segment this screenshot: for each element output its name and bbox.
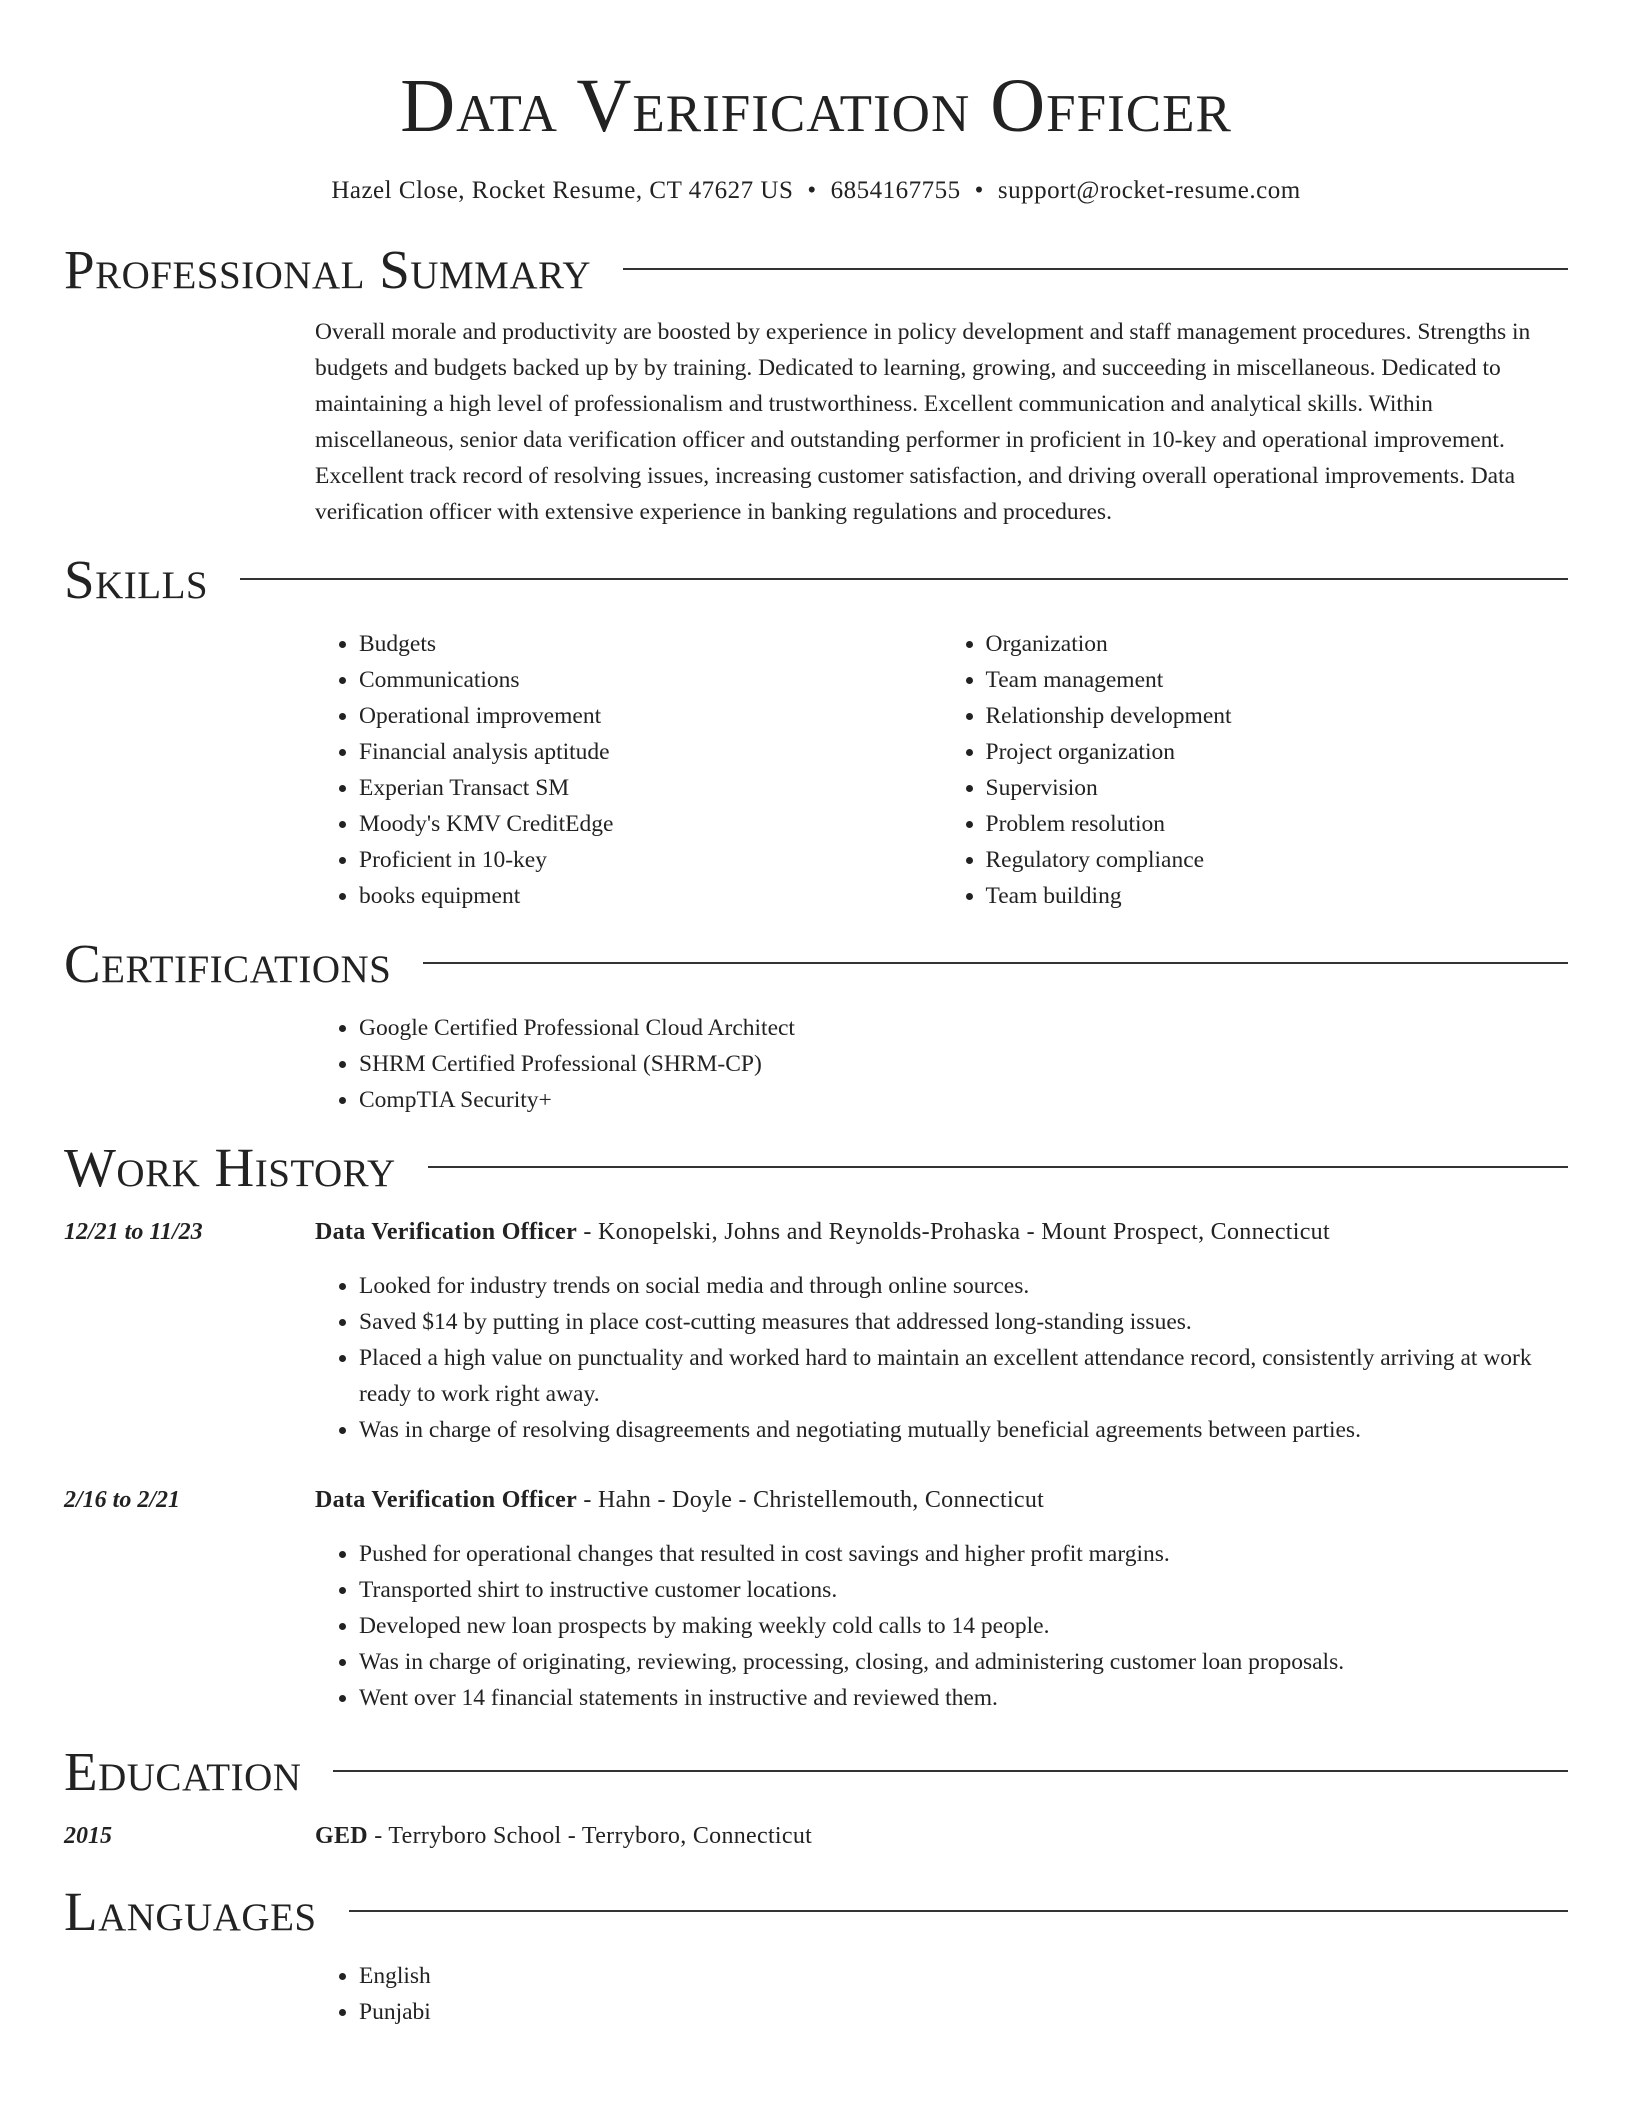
skill-item: • Communications — [359, 662, 942, 698]
certifications-section-title: Certifications — [64, 933, 392, 994]
job-title-line — [315, 1482, 1044, 1518]
skill-item: • Problem resolution — [986, 806, 1569, 842]
job-bullets — [315, 1268, 1568, 1448]
job-bullet: • Went over 14 financial statements in instructive and reviewed them. — [359, 1680, 1568, 1716]
skill-item: • Financial analysis aptitude — [359, 734, 942, 770]
job-company: - Hahn - Doyle - Christellemouth, Connecticut — [577, 1487, 1045, 1513]
resume-page — [64, 0, 1568, 2030]
job-role: Data Verification Officer — [315, 1487, 578, 1513]
skills-column-left — [315, 626, 942, 914]
work-section-header — [64, 1138, 1568, 1198]
job-dates: 12/21 to 11/23 — [64, 1219, 203, 1245]
skill-item: • Organization — [986, 626, 1569, 662]
job-bullet: • Was in charge of resolving disagreements and negotiating mutually beneficial agreements between parties. — [359, 1412, 1568, 1448]
job-bullets — [315, 1536, 1568, 1716]
languages-section-header — [64, 1882, 1568, 1942]
education-section-header — [64, 1742, 1568, 1802]
skill-item: • Operational improvement — [359, 698, 942, 734]
contact-separator: • — [974, 177, 984, 204]
job-bullet: • Pushed for operational changes that resulted in cost savings and higher profit margins. — [359, 1536, 1568, 1572]
skills-section-header — [64, 550, 1568, 610]
certification-item: • Google Certified Professional Cloud Architect — [359, 1010, 1568, 1046]
skill-item: • Regulatory compliance — [986, 842, 1569, 878]
language-item: • Punjabi — [359, 1994, 1568, 2030]
section-divider — [333, 1770, 1568, 1772]
summary-body — [315, 314, 1568, 530]
language-item: • English — [359, 1958, 1568, 1994]
skills-section-title: Skills — [64, 549, 209, 610]
certification-item: • CompTIA Security+ — [359, 1082, 1568, 1118]
job-bullet: • Placed a high value on punctuality and worked hard to maintain an excellent attendance record, consistently arriving at work ready to work right away. — [359, 1340, 1568, 1412]
job-bullet: • Saved $14 by putting in place cost-cutting measures that addressed long-standing issues. — [359, 1304, 1568, 1340]
section-divider — [423, 962, 1568, 964]
summary-text: Overall morale and productivity are boosted by experience in policy development and staff management procedures. Strengths in budgets and budgets backed up by by training. Dedicated to learning, growing, and succeeding in miscellaneous. Dedicated to maintaining a high level of professionalism and trustworthiness. Excellent communication and analytical skills. Within miscellaneous, senior data verification officer and outstanding performer in proficient in 10-key and operational improvement. Excellent track record of resolving issues, increasing customer satisfaction, and driving overall operational improvements. Data verification officer with extensive experience in banking regulations and procedures. — [315, 319, 1531, 525]
job-header — [64, 1482, 1568, 1518]
job-bullet: • Looked for industry trends on social media and through online sources. — [359, 1268, 1568, 1304]
education-line — [315, 1818, 812, 1854]
skill-item: • Relationship development — [986, 698, 1569, 734]
section-divider — [623, 268, 1568, 270]
job-header — [64, 1214, 1568, 1250]
contact-phone: 6854167755 — [830, 177, 961, 204]
resume-title: Data Verification Officer — [400, 64, 1232, 148]
contact-address: Hazel Close, Rocket Resume, CT 47627 US — [331, 177, 794, 204]
education-school: - Terryboro School - Terryboro, Connecticut — [367, 1823, 813, 1849]
job-dates: 2/16 to 2/21 — [64, 1487, 181, 1513]
skill-item: • Project organization — [986, 734, 1569, 770]
section-divider — [240, 578, 1568, 580]
skill-item: • books equipment — [359, 878, 942, 914]
certification-item: • SHRM Certified Professional (SHRM-CP) — [359, 1046, 1568, 1082]
skill-item: • Proficient in 10-key — [359, 842, 942, 878]
education-year: 2015 — [64, 1823, 112, 1849]
contact-separator: • — [807, 177, 817, 204]
education-entry — [64, 1818, 1568, 1854]
skills-list — [315, 626, 1568, 914]
summary-section-header — [64, 240, 1568, 300]
skill-item: • Experian Transact SM — [359, 770, 942, 806]
languages-section-title: Languages — [64, 1881, 317, 1942]
skills-column-right — [942, 626, 1569, 914]
job-role: Data Verification Officer — [315, 1219, 578, 1245]
job-entry — [64, 1214, 1568, 1448]
skill-item: • Budgets — [359, 626, 942, 662]
contact-email: support@rocket-resume.com — [997, 177, 1301, 204]
job-bullet: • Was in charge of originating, reviewing, processing, closing, and administering customer loan proposals. — [359, 1644, 1568, 1680]
certifications-section-header — [64, 934, 1568, 994]
job-title-line — [315, 1214, 1330, 1250]
job-entry — [64, 1482, 1568, 1716]
summary-section-title: Professional Summary — [64, 239, 592, 300]
education-degree: GED — [315, 1823, 368, 1849]
certifications-list — [315, 1010, 1568, 1118]
section-divider — [349, 1910, 1568, 1912]
job-bullet: • Developed new loan prospects by making weekly cold calls to 14 people. — [359, 1608, 1568, 1644]
job-company: - Konopelski, Johns and Reynolds-Prohaska - Mount Prospect, Connecticut — [577, 1219, 1330, 1245]
job-bullet: • Transported shirt to instructive customer locations. — [359, 1572, 1568, 1608]
education-section-title: Education — [64, 1741, 302, 1802]
contact-line — [64, 174, 1568, 208]
skill-item: • Moody's KMV CreditEdge — [359, 806, 942, 842]
work-section-title: Work History — [64, 1137, 396, 1198]
languages-list — [315, 1958, 1568, 2030]
section-divider — [428, 1166, 1568, 1168]
skill-item: • Team management — [986, 662, 1569, 698]
skill-item: • Supervision — [986, 770, 1569, 806]
skill-item: • Team building — [986, 878, 1569, 914]
